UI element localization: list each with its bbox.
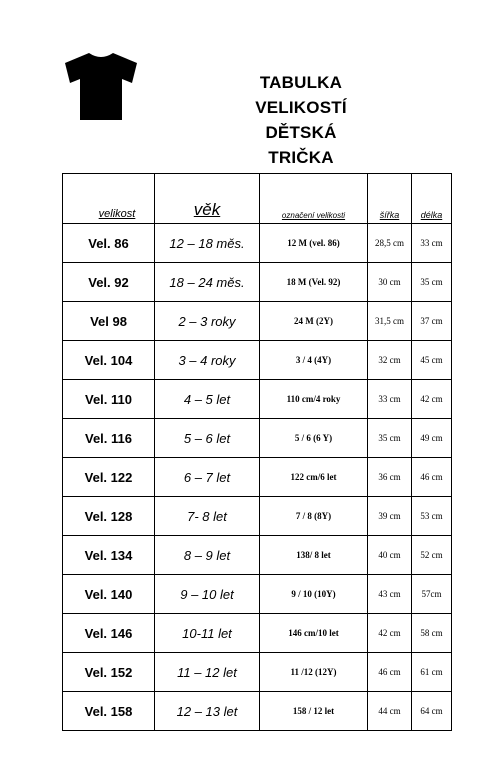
size-label-cell: 158 / 12 let [260, 692, 368, 731]
length-cell: 58 cm [412, 614, 452, 653]
length-cell: 49 cm [412, 419, 452, 458]
column-header-length: délka [412, 174, 452, 224]
size-cell: Vel. 128 [63, 497, 155, 536]
width-cell: 33 cm [368, 380, 412, 419]
title-line: DĚTSKÁ [265, 123, 337, 142]
width-cell: 40 cm [368, 536, 412, 575]
width-cell: 43 cm [368, 575, 412, 614]
column-header-age: věk [155, 174, 260, 224]
table-row [63, 575, 452, 614]
size-cell: Vel. 86 [63, 224, 155, 263]
size-label-cell: 24 M (2Y) [260, 302, 368, 341]
size-label-cell: 5 / 6 (6 Y) [260, 419, 368, 458]
title-line: TRIČKA [268, 148, 334, 167]
table-row [63, 263, 452, 302]
size-label-cell: 3 / 4 (4Y) [260, 341, 368, 380]
length-cell: 61 cm [412, 653, 452, 692]
width-cell: 31,5 cm [368, 302, 412, 341]
width-cell: 32 cm [368, 341, 412, 380]
title-line: VELIKOSTÍ [255, 98, 347, 117]
size-label-cell: 7 / 8 (8Y) [260, 497, 368, 536]
size-label-cell: 138/ 8 let [260, 536, 368, 575]
length-cell: 35 cm [412, 263, 452, 302]
length-cell: 42 cm [412, 380, 452, 419]
table-row [63, 458, 452, 497]
width-cell: 46 cm [368, 653, 412, 692]
width-cell: 30 cm [368, 263, 412, 302]
column-header-size-label: označení velikosti [260, 174, 368, 224]
size-label-cell: 110 cm/4 roky [260, 380, 368, 419]
length-cell: 52 cm [412, 536, 452, 575]
size-label-cell: 9 / 10 (10Y) [260, 575, 368, 614]
age-cell: 12 – 13 let [155, 692, 260, 731]
title-line: TABULKA [259, 73, 343, 92]
width-cell: 28,5 cm [368, 224, 412, 263]
table-row [63, 497, 452, 536]
table-row [63, 692, 452, 731]
size-cell: Vel. 92 [63, 263, 155, 302]
width-cell: 39 cm [368, 497, 412, 536]
table-row [63, 380, 452, 419]
column-header-size: velikost [63, 174, 155, 224]
age-cell: 9 – 10 let [155, 575, 260, 614]
age-cell: 4 – 5 let [155, 380, 260, 419]
age-cell: 2 – 3 roky [155, 302, 260, 341]
size-label-cell: 146 cm/10 let [260, 614, 368, 653]
page-title [236, 70, 366, 170]
age-cell: 8 – 9 let [155, 536, 260, 575]
table-row [63, 341, 452, 380]
table-row [63, 419, 452, 458]
age-cell: 6 – 7 let [155, 458, 260, 497]
length-cell: 53 cm [412, 497, 452, 536]
size-cell: Vel. 122 [63, 458, 155, 497]
table-row [63, 614, 452, 653]
length-cell: 64 cm [412, 692, 452, 731]
length-cell: 57cm [412, 575, 452, 614]
size-label-cell: 11 /12 (12Y) [260, 653, 368, 692]
age-cell: 12 – 18 měs. [155, 224, 260, 263]
size-cell: Vel 98 [63, 302, 155, 341]
size-cell: Vel. 116 [63, 419, 155, 458]
size-cell: Vel. 152 [63, 653, 155, 692]
length-cell: 46 cm [412, 458, 452, 497]
length-cell: 45 cm [412, 341, 452, 380]
table-row [63, 536, 452, 575]
size-cell: Vel. 134 [63, 536, 155, 575]
size-label-cell: 18 M (Vel. 92) [260, 263, 368, 302]
size-label-cell: 122 cm/6 let [260, 458, 368, 497]
width-cell: 44 cm [368, 692, 412, 731]
age-cell: 7- 8 let [155, 497, 260, 536]
table-row [63, 224, 452, 263]
size-label-cell: 12 M (vel. 86) [260, 224, 368, 263]
length-cell: 33 cm [412, 224, 452, 263]
age-cell: 10-11 let [155, 614, 260, 653]
size-cell: Vel. 104 [63, 341, 155, 380]
width-cell: 35 cm [368, 419, 412, 458]
age-cell: 18 – 24 měs. [155, 263, 260, 302]
size-cell: Vel. 140 [63, 575, 155, 614]
length-cell: 37 cm [412, 302, 452, 341]
size-cell: Vel. 110 [63, 380, 155, 419]
column-header-width: šířka [368, 174, 412, 224]
width-cell: 42 cm [368, 614, 412, 653]
size-table [62, 173, 452, 731]
size-cell: Vel. 146 [63, 614, 155, 653]
table-row [63, 653, 452, 692]
size-cell: Vel. 158 [63, 692, 155, 731]
table-row [63, 302, 452, 341]
tshirt-icon [62, 50, 140, 122]
age-cell: 11 – 12 let [155, 653, 260, 692]
age-cell: 5 – 6 let [155, 419, 260, 458]
age-cell: 3 – 4 roky [155, 341, 260, 380]
width-cell: 36 cm [368, 458, 412, 497]
table-header-row [63, 174, 452, 224]
